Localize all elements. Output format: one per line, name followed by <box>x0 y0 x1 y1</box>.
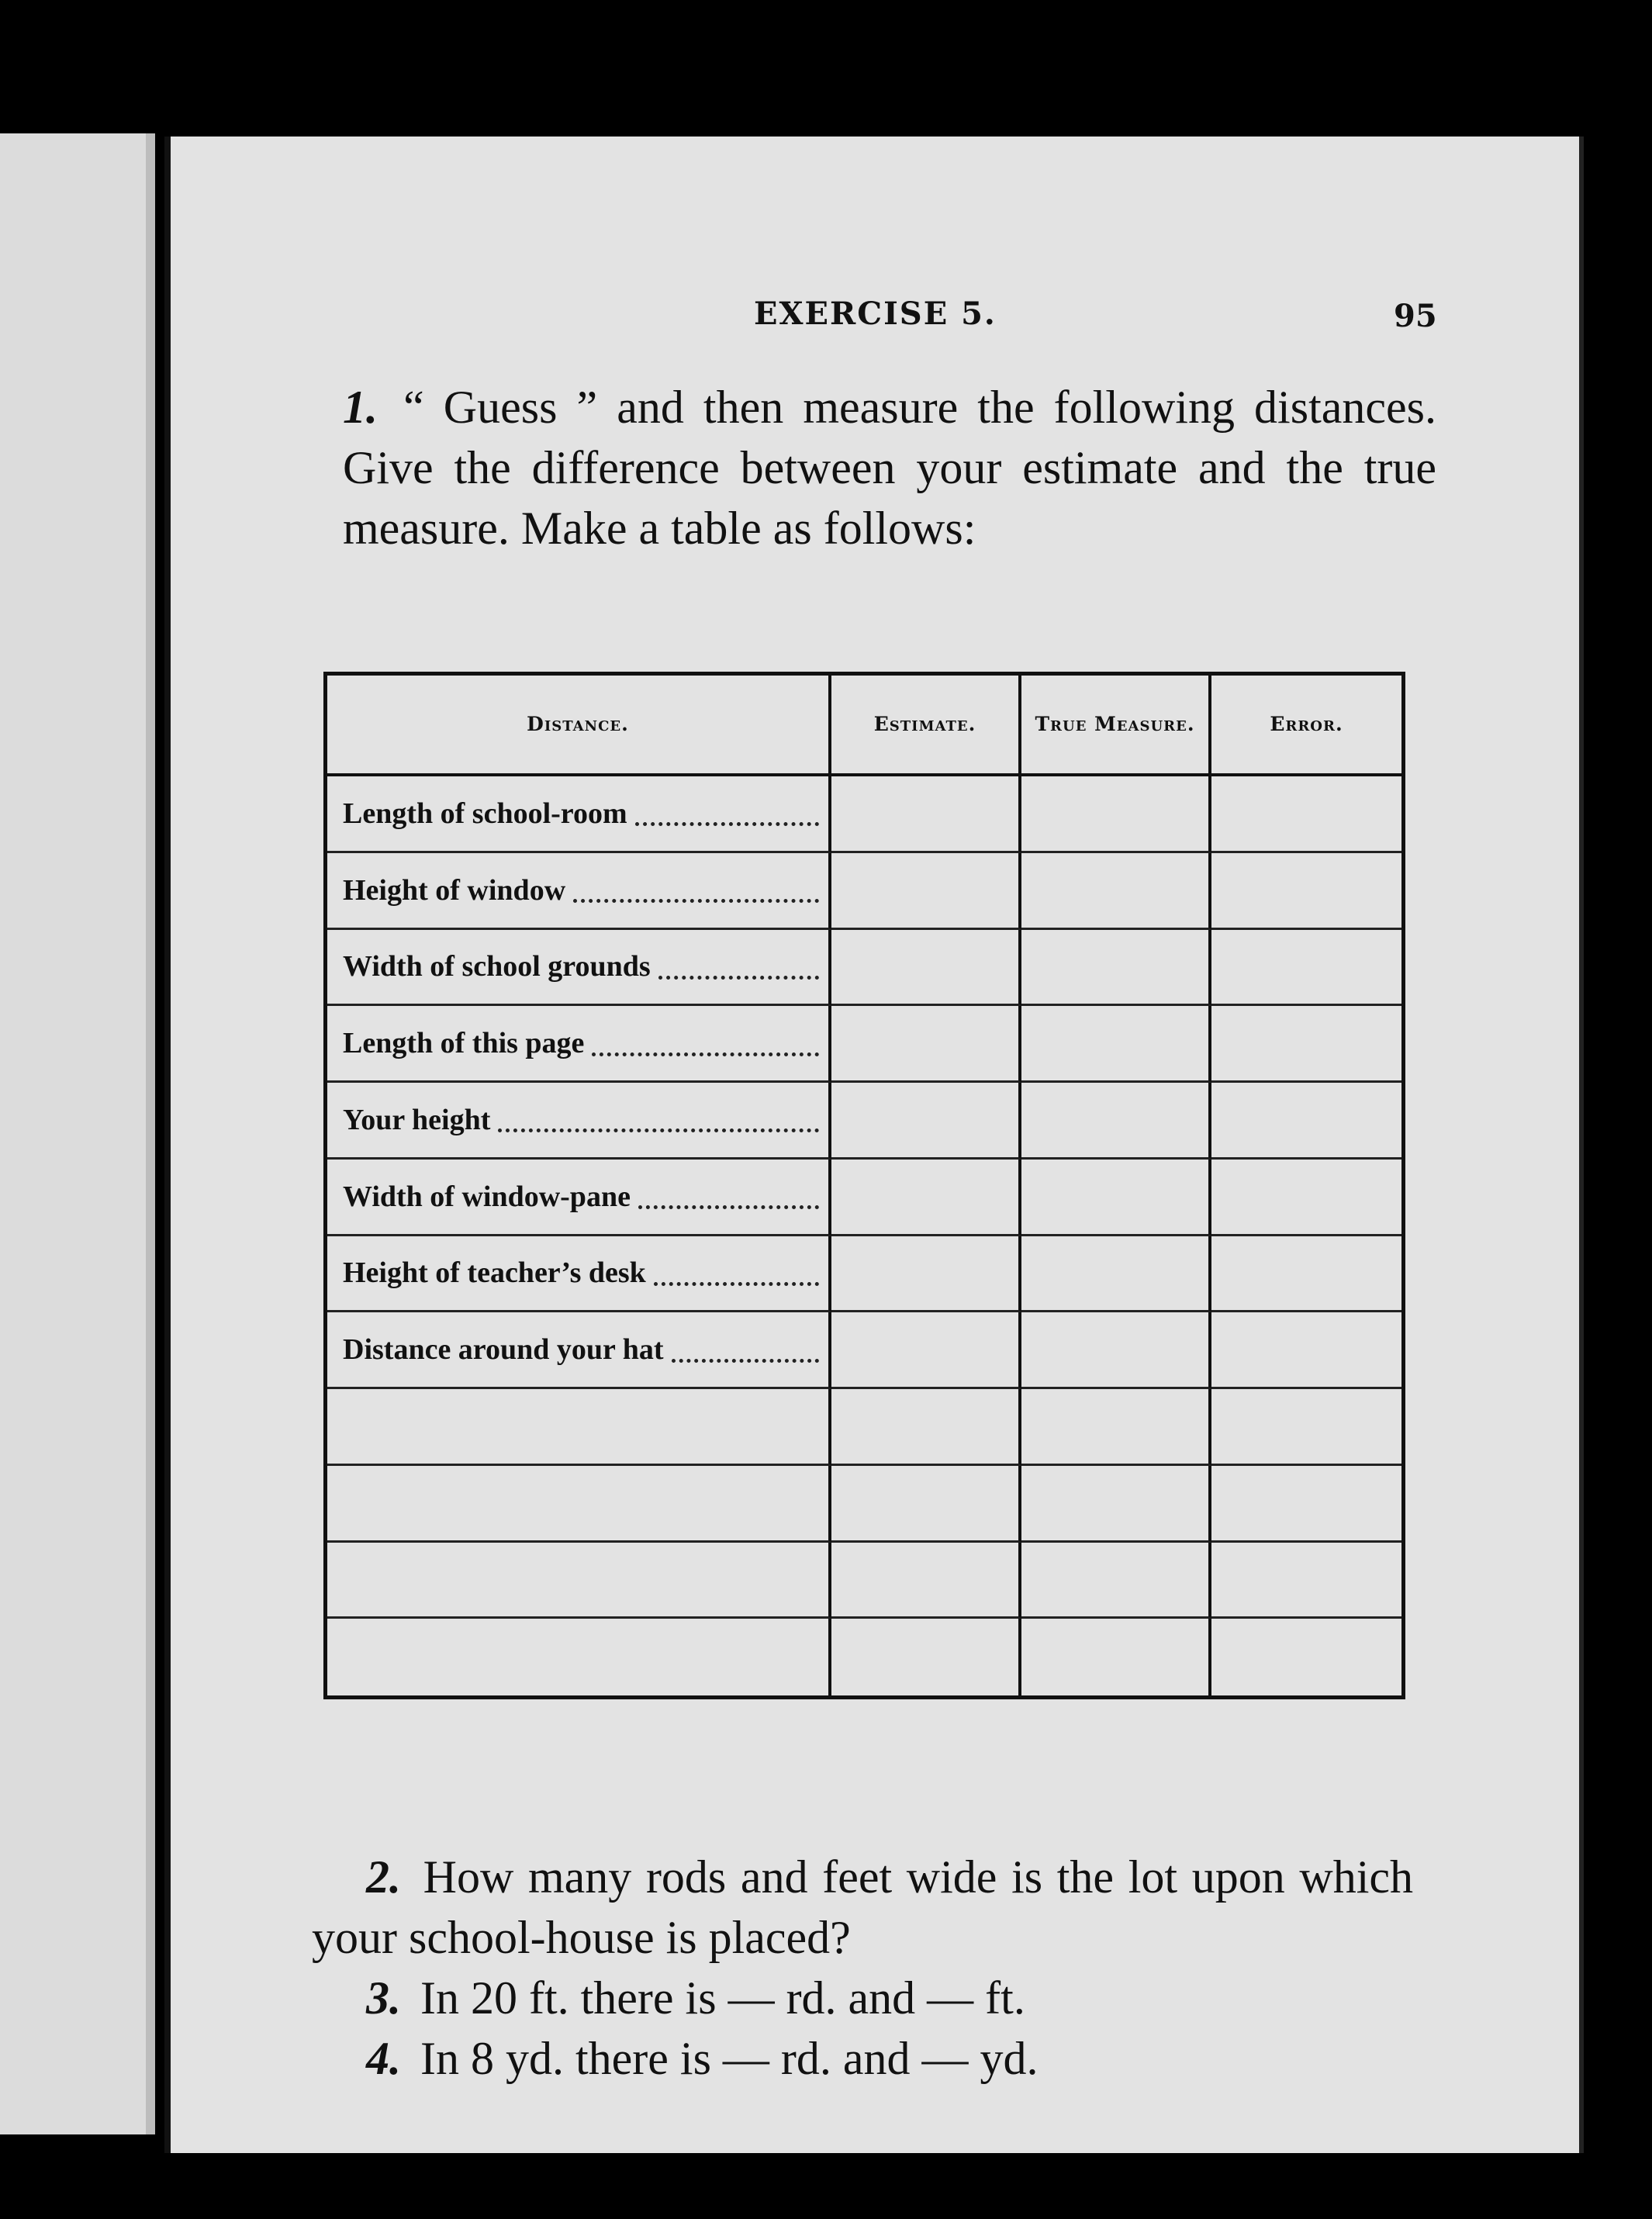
blank-estimate-cell <box>831 1466 1021 1543</box>
blank-error-cell <box>1211 1619 1401 1695</box>
page-left-edge <box>164 137 171 2153</box>
blank-estimate-cell <box>831 1236 1021 1313</box>
dot-leader <box>672 1359 820 1363</box>
blank-error-cell <box>1211 930 1401 1007</box>
table-row-label <box>327 1389 831 1466</box>
blank-true-measure-cell <box>1021 1619 1211 1695</box>
blank-estimate-cell <box>831 776 1021 853</box>
header-distance: Distance. <box>327 676 831 776</box>
page-right-edge <box>1579 137 1584 2153</box>
question-3-number: 3. <box>366 1972 401 2024</box>
question-4 <box>312 2028 1413 2089</box>
question-1 <box>343 377 1436 558</box>
blank-true-measure-cell <box>1021 776 1211 853</box>
blank-estimate-cell <box>831 1083 1021 1160</box>
blank-error-cell <box>1211 1312 1401 1389</box>
blank-true-measure-cell <box>1021 1083 1211 1160</box>
table-row-label <box>327 1083 831 1160</box>
row-label-text: Your height <box>343 1103 491 1136</box>
row-label-text: Width of school grounds <box>343 950 651 983</box>
table-row-label <box>327 1466 831 1543</box>
row-label-text: Height of window <box>343 873 566 907</box>
header-true-measure: True Measure. <box>1021 676 1211 776</box>
blank-true-measure-cell <box>1021 930 1211 1007</box>
blank-estimate-cell <box>831 1006 1021 1083</box>
measurement-table <box>323 672 1405 1699</box>
blank-true-measure-cell <box>1021 1543 1211 1619</box>
blank-true-measure-cell <box>1021 1312 1211 1389</box>
header-error: Error. <box>1211 676 1401 776</box>
blank-error-cell <box>1211 853 1401 930</box>
question-3 <box>312 1968 1413 2028</box>
row-label-text: Distance around your hat <box>343 1333 664 1367</box>
blank-estimate-cell <box>831 1619 1021 1695</box>
row-label-text: Length of this page <box>343 1027 585 1060</box>
blank-error-cell <box>1211 1236 1401 1313</box>
dot-leader <box>638 1205 819 1209</box>
question-4-text: In 8 yd. there is — rd. and — yd. <box>420 2033 1039 2084</box>
blank-error-cell <box>1211 1083 1401 1160</box>
blank-estimate-cell <box>831 1312 1021 1389</box>
blank-true-measure-cell <box>1021 1389 1211 1466</box>
blank-error-cell <box>1211 1466 1401 1543</box>
questions-block <box>312 1847 1413 2089</box>
table-row-label <box>327 930 831 1007</box>
blank-error-cell <box>1211 1160 1401 1236</box>
row-label-text: Length of school-room <box>343 797 627 830</box>
row-label-text: Height of teacher’s desk <box>343 1256 646 1290</box>
dot-leader <box>654 1282 819 1286</box>
table-row-label <box>327 1006 831 1083</box>
dot-leader <box>592 1052 819 1056</box>
facing-page-edge <box>0 133 155 2134</box>
table-row-label <box>327 1543 831 1619</box>
question-4-number: 4. <box>366 2033 401 2084</box>
row-label-text: Width of window-pane <box>343 1180 631 1213</box>
blank-error-cell <box>1211 1389 1401 1466</box>
question-1-number: 1. <box>343 382 378 433</box>
blank-estimate-cell <box>831 1543 1021 1619</box>
blank-true-measure-cell <box>1021 1160 1211 1236</box>
table-row-label <box>327 776 831 853</box>
blank-true-measure-cell <box>1021 1466 1211 1543</box>
question-2-number: 2. <box>366 1851 401 1903</box>
blank-error-cell <box>1211 776 1401 853</box>
dot-leader <box>658 976 819 980</box>
blank-true-measure-cell <box>1021 853 1211 930</box>
dot-leader <box>573 899 819 903</box>
dot-leader <box>635 822 819 826</box>
blank-estimate-cell <box>831 1389 1021 1466</box>
table-row-label <box>327 1160 831 1236</box>
page-number: 95 <box>1394 298 1437 334</box>
book-gutter <box>146 133 155 2134</box>
blank-estimate-cell <box>831 853 1021 930</box>
question-2 <box>312 1847 1413 1968</box>
question-3-text: In 20 ft. there is — rd. and — ft. <box>420 1972 1025 2024</box>
table-row-label <box>327 853 831 930</box>
question-2-text: How many rods and feet wide is the lot upon which your school-house is placed? <box>312 1851 1414 1963</box>
table-row-label <box>327 1236 831 1313</box>
header-estimate: Estimate. <box>831 676 1021 776</box>
table-row-label <box>327 1312 831 1389</box>
question-1-text: “ Guess ” and then measure the following distances. Give the difference between your estimate and the true measure. Make a table as follows: <box>343 382 1436 554</box>
table-row-label <box>327 1619 831 1695</box>
blank-error-cell <box>1211 1543 1401 1619</box>
blank-estimate-cell <box>831 1160 1021 1236</box>
blank-true-measure-cell <box>1021 1236 1211 1313</box>
book-page <box>164 137 1584 2153</box>
running-head: EXERCISE 5. <box>754 296 997 332</box>
blank-true-measure-cell <box>1021 1006 1211 1083</box>
blank-estimate-cell <box>831 930 1021 1007</box>
dot-leader <box>498 1129 819 1132</box>
blank-error-cell <box>1211 1006 1401 1083</box>
